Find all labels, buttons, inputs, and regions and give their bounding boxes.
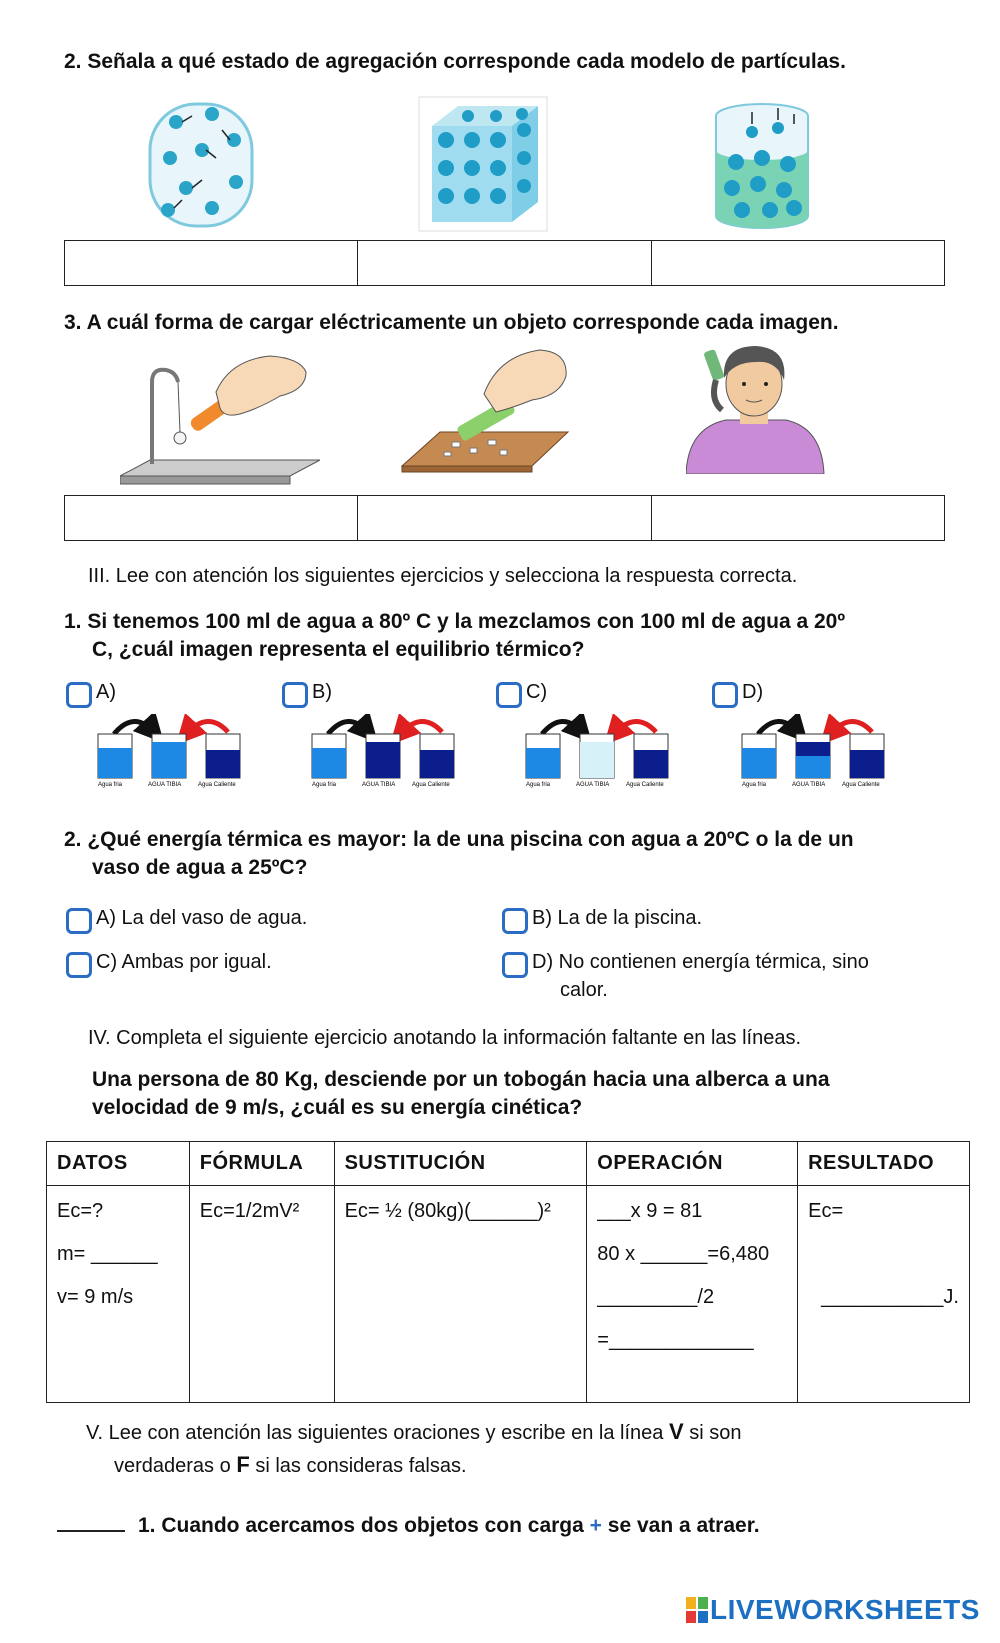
q2-option-a[interactable]: A) La del vaso de agua. xyxy=(66,904,307,934)
svg-text:AGUA TIBIA: AGUA TIBIA xyxy=(576,782,610,788)
q1-line2: C, ¿cuál imagen representa el equilibrio térmico? xyxy=(92,638,585,661)
answer-box-induction[interactable] xyxy=(65,496,358,540)
q1-option-b[interactable]: B) xyxy=(282,678,332,708)
plus-sign: + xyxy=(589,1514,602,1537)
operation-line-3[interactable]: _________/2 xyxy=(597,1286,715,1308)
svg-text:Agua fria: Agua fria xyxy=(312,782,337,788)
header-datos: DATOS xyxy=(47,1142,190,1186)
svg-text:Agua Caliente: Agua Caliente xyxy=(842,782,880,788)
beakers-b xyxy=(310,714,460,788)
q1-option-c[interactable]: C) xyxy=(496,678,547,708)
header-sustitucion: SUSTITUCIÓN xyxy=(334,1142,587,1186)
checkbox-b[interactable] xyxy=(282,682,308,708)
states-answer-row xyxy=(64,240,945,286)
svg-text:Agua Caliente: Agua Caliente xyxy=(198,782,236,788)
checkbox-q2-a[interactable] xyxy=(66,908,92,934)
question-2-title: 2. Señala a qué estado de agregación corresponde cada modelo de partículas. xyxy=(64,50,846,73)
cell-datos: Ec=? m= ______ v= 9 m/s xyxy=(47,1186,190,1403)
cell-operacion xyxy=(587,1186,798,1403)
contact-image xyxy=(686,340,826,474)
checkbox-a[interactable] xyxy=(66,682,92,708)
answer-box-gas[interactable] xyxy=(65,241,358,285)
svg-text:Agua fria: Agua fria xyxy=(742,782,767,788)
q2-option-c[interactable]: C) Ambas por igual. xyxy=(66,948,272,978)
logo-icon xyxy=(686,1597,708,1623)
svg-text:Agua Caliente: Agua Caliente xyxy=(626,782,664,788)
answer-box-solid[interactable] xyxy=(358,241,651,285)
q1-option-d[interactable]: D) xyxy=(712,678,763,708)
part-5-heading-line1: V. Lee con atención las siguientes oraciones y escribe en la línea V si son xyxy=(86,1419,742,1444)
liveworksheets-logo: LIVEWORKSHEETS xyxy=(686,1594,980,1626)
gas-model-image xyxy=(146,100,256,230)
svg-text:AGUA TIBIA: AGUA TIBIA xyxy=(362,782,396,788)
problem-line1: Una persona de 80 Kg, desciende por un tobogán hacia una alberca a una xyxy=(92,1068,830,1091)
induction-image xyxy=(120,352,320,492)
cell-formula: Ec=1/2mV² xyxy=(189,1186,334,1403)
q2-line2: vaso de agua a 25ºC? xyxy=(92,856,308,879)
q1-line1: 1. Si tenemos 100 ml de agua a 80º C y la mezclamos con 100 ml de agua a 20º xyxy=(64,610,846,633)
operation-line-4[interactable]: =_____________ xyxy=(597,1329,754,1351)
operation-line-2[interactable]: 80 x ______=6,480 xyxy=(597,1243,770,1265)
friction-image xyxy=(400,346,570,486)
header-formula: FÓRMULA xyxy=(189,1142,334,1186)
mass-blank[interactable]: m= ______ xyxy=(57,1243,158,1265)
checkbox-q2-c[interactable] xyxy=(66,952,92,978)
charging-answer-row xyxy=(64,495,945,541)
liquid-model-image xyxy=(712,100,812,232)
velocity-blank[interactable]: Ec= ½ (80kg)(______)² xyxy=(344,1200,551,1222)
cell-sustitucion xyxy=(334,1186,587,1403)
part-3-heading: III. Lee con atención los siguientes ejercicios y selecciona la respuesta correcta. xyxy=(88,565,798,587)
beakers-a xyxy=(96,714,246,788)
q2-option-d[interactable]: D) No contienen energía térmica, sino calor. xyxy=(502,948,869,1004)
operation-line-1[interactable]: ___x 9 = 81 xyxy=(597,1200,703,1222)
answer-box-contact[interactable] xyxy=(652,496,944,540)
problem-line2: velocidad de 9 m/s, ¿cuál es su energía cinética? xyxy=(92,1096,583,1119)
checkbox-q2-b[interactable] xyxy=(502,908,528,934)
svg-text:Agua fria: Agua fria xyxy=(98,782,123,788)
q2-option-b[interactable]: B) La de la piscina. xyxy=(502,904,702,934)
checkbox-q2-d[interactable] xyxy=(502,952,528,978)
beakers-d xyxy=(740,714,890,788)
q1-option-a[interactable]: A) xyxy=(66,678,116,708)
q2-line1: 2. ¿Qué energía térmica es mayor: la de una piscina con agua a 20ºC o la de un xyxy=(64,828,854,851)
answer-box-liquid[interactable] xyxy=(652,241,944,285)
kinetic-energy-table xyxy=(46,1141,970,1403)
checkbox-d[interactable] xyxy=(712,682,738,708)
header-resultado: RESULTADO xyxy=(798,1142,970,1186)
part-5-heading-line2: verdaderas o F si las consideras falsas. xyxy=(114,1452,467,1477)
svg-text:AGUA TIBIA: AGUA TIBIA xyxy=(792,782,826,788)
solid-model-image xyxy=(418,96,548,232)
svg-text:Agua Caliente: Agua Caliente xyxy=(412,782,450,788)
part-4-heading: IV. Completa el siguiente ejercicio anotando la información faltante en las líneas. xyxy=(88,1027,802,1049)
question-3-title: 3. A cuál forma de cargar eléctricamente un objeto corresponde cada imagen. xyxy=(64,311,839,334)
svg-text:AGUA TIBIA: AGUA TIBIA xyxy=(148,782,182,788)
header-operacion: OPERACIÓN xyxy=(587,1142,798,1186)
cell-resultado: Ec= ___________J. xyxy=(798,1186,970,1403)
svg-text:Agua fria: Agua fria xyxy=(526,782,551,788)
beakers-c xyxy=(524,714,674,788)
answer-line-statement-1[interactable] xyxy=(57,1530,125,1532)
statement-1: 1. Cuando acercamos dos objetos con carga + se van a atraer. xyxy=(138,1514,760,1537)
answer-box-friction[interactable] xyxy=(358,496,651,540)
result-blank[interactable]: ___________J. xyxy=(821,1286,959,1308)
checkbox-c[interactable] xyxy=(496,682,522,708)
